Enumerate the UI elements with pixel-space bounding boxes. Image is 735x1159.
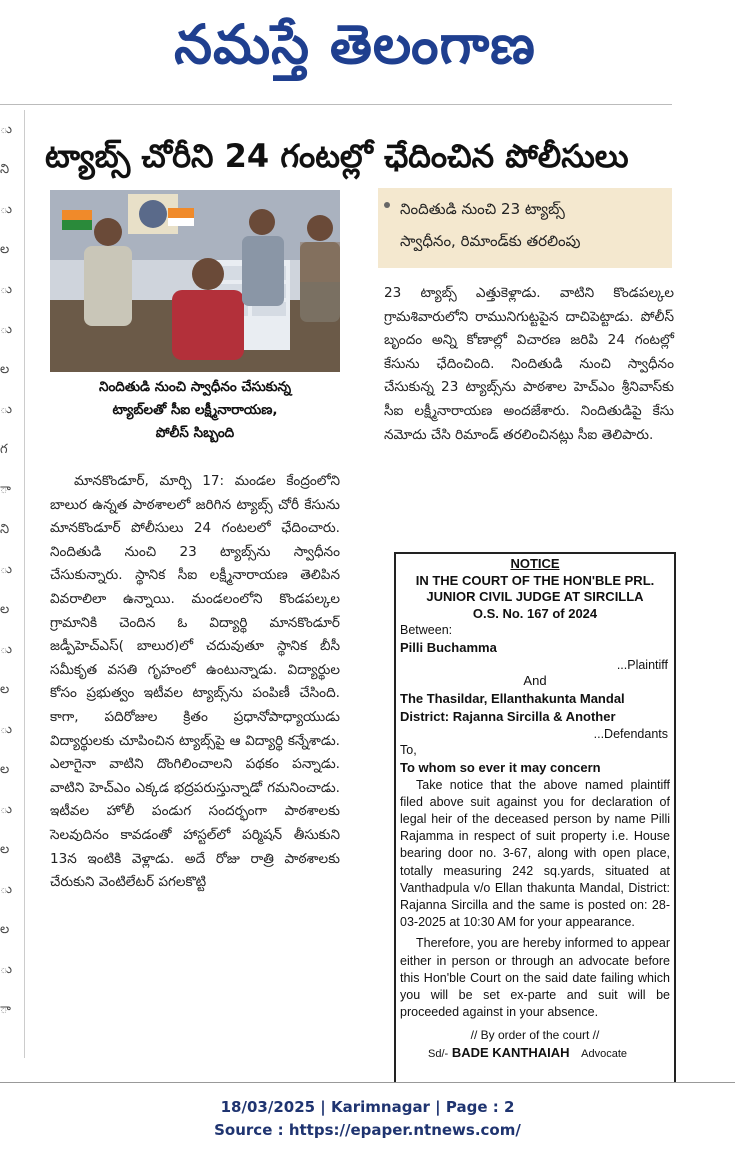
edge-fragment: ల — [0, 602, 10, 617]
notice-whom: To whom so ever it may concern — [400, 759, 601, 775]
edge-fragment: ు — [0, 802, 13, 817]
edge-fragment: ల — [0, 682, 10, 697]
notice-and: And — [523, 673, 547, 688]
edge-fragment: ల — [0, 242, 10, 257]
notice-order: // By order of the court // — [470, 1028, 600, 1043]
edge-fragment: ు — [0, 282, 13, 297]
news-photo — [50, 190, 340, 372]
caption-line: పోలీస్ సిబ్బంది — [155, 425, 235, 441]
article-headline: ట్యాబ్స్ చోరీని 24 గంటల్లో ఛేదించిన పోలీసులు — [45, 137, 629, 175]
notice-to: To, — [400, 742, 417, 757]
court-notice-ad — [394, 552, 676, 1082]
edge-fragment: ల — [0, 762, 10, 777]
adjacent-column-fragment — [0, 110, 26, 1060]
edge-fragment: ల — [0, 922, 10, 937]
summary-line: నిందితుడి నుంచి 23 ట్యాబ్స్ — [400, 200, 565, 218]
edge-fragment: గ — [0, 442, 8, 457]
edge-fragment: ా — [0, 1002, 11, 1017]
notice-signature — [396, 1044, 674, 1063]
edge-fragment: ల — [0, 362, 10, 377]
notice-defendant: The Thasildar, Ellanthakunta Mandal — [400, 690, 625, 706]
footer-divider — [0, 1082, 735, 1083]
edge-fragment: ని — [0, 522, 10, 537]
notice-defendant-role: ...Defendants — [593, 726, 668, 741]
caption-line: నిందితుడి నుంచి స్వాధీనం చేసుకున్న — [98, 379, 292, 395]
masthead-logo: నమస్తే తెలంగాణ — [174, 13, 536, 76]
notice-between: Between: — [400, 623, 453, 637]
article-paragraph: 23 ట్యాబ్స్ ఎత్తుకెళ్లాడు. వాటిని కొండపల్కల గ్రామశివారులోని రామునిగుట్టపైన దాచిపెట్టాడు. పోలీస్ బృందం అన్ని కోణాల్లో విచారణ జరిపి 24 గంటల్లో కేసును ఛేదించింది. నిందితుడి నుంచి స్వాధీనం చేసుకున్న 23 ట్యాబ్స్‌ను పాఠశాల హెచ్ఎం శ్రీనివాస్‌కు సీఐ లక్ష్మీనారాయణ అందజేశారు. నిందితుడిపై కేసు నమోదు చేసి రిమాండ్ తరలించినట్లు సీఐ తెలిపారు. — [384, 285, 674, 443]
bullet-icon — [384, 202, 390, 208]
column-divider — [24, 110, 25, 1058]
edge-fragment: ు — [0, 962, 13, 977]
notice-advocate: Advocate — [581, 1047, 628, 1060]
edge-fragment: ు — [0, 562, 13, 577]
summary-line: స్వాధీనం, రిమాండ్‌కు తరలింపు — [400, 232, 581, 250]
notice-court-line: IN THE COURT OF THE HON'BLE PRL. — [415, 572, 655, 588]
photo-caption — [50, 376, 340, 445]
notice-paragraph: Therefore, you are hereby informed to appear either in person or through an advocate before this Hon'ble Court on the said date failing which you will be set ex-parte and suit will be proceeded against in your absence. — [400, 936, 670, 1020]
news-photo-illustration — [50, 190, 340, 372]
masthead-divider — [0, 104, 672, 105]
edge-fragment: ు — [0, 642, 13, 657]
edge-fragment: ు — [0, 202, 13, 217]
edge-fragment: ని — [0, 162, 10, 177]
summary-box — [378, 188, 672, 268]
edge-fragment: ు — [0, 322, 13, 337]
notice-defendant: District: Rajanna Sircilla & Another — [400, 708, 616, 724]
notice-paragraph: Take notice that the above named plaintiff filed above suit against you for declaration of legal heir of the deceased person by name Pilli Rajamma in respect of suit property i.e. House bearing door no. 3-67, along with open place, totally measuring 242 sq.yards, situated at Vanthadpula v/o Ellan thakunta Mandal, District: Rajanna Sircilla and the same is posted on: 28-03-2025 at 10:30 AM for your appearance. — [400, 777, 670, 930]
notice-sd: Sd/- — [428, 1047, 449, 1060]
edge-fragment: ు — [0, 122, 13, 137]
edge-fragment: ు — [0, 402, 13, 417]
article-body-right — [384, 282, 674, 447]
edge-fragment: ు — [0, 722, 13, 737]
footer-source: Source : https://epaper.ntnews.com/ — [214, 1121, 521, 1139]
edge-fragment: ల — [0, 842, 10, 857]
notice-plaintiff: Pilli Buchamma — [400, 640, 497, 655]
notice-court-line: JUNIOR CIVIL JUDGE AT SIRCILLA — [426, 589, 644, 604]
caption-line: ట్యాబ్‌లతో సీఐ లక్ష్మీనారాయణ, — [112, 402, 278, 418]
article-paragraph: మానకొండూర్, మార్చి 17: మండల కేంద్రంలోని బాలుర ఉన్నత పాఠశాలలో జరిగిన ట్యాబ్స్ చోరీ కేసును మానకొండూర్ పోలీసులు 24 గంటలలో ఛేదించారు. నిందితుడి నుంచి 23 ట్యాబ్స్‌ను స్వాధీనం చేసుకున్నారు. స్థానిక సీఐ లక్ష్మీనారాయణ తెలిపిన వివరాలిలా ఉన్నాయి. మండలంలోని కొండపల్కల గ్రామానికి చెందిన ఓ విద్యార్థి మానకొండూర్ జడ్పీహెచ్ఎస్( బాలుర)లో చదువుతూ స్థానిక బీసీ సమీకృత వసతి గృహంలో ఉంటున్నాడు. విద్యార్థుల కోసం ప్రభుత్వం ఇటీవల ట్యాబ్స్‌ను పంపిణీ చేసింది. కాగా, పదిరోజుల క్రితం ప్రధానోపాధ్యాయుడు విద్యార్థులకు చూపించిన ట్యాబ్స్‌పై ఆ విద్యార్థి కన్నేశాడు. ఎలాగైనా వాటిని దొంగిలించాలని పథకం పన్నాడు. వాటిని హెచ్ఎం ఎక్కడ భద్రపరుస్తున్నాడో గమనించాడు. ఇటీవల హోలీ పండుగ సందర్భంగా పాఠశాలకు సెలవుదినం కావడంతో హాస్టల్‌లో పర్మిషన్ తీసుకుని 13న ఇంటికి వెళ్లాడు. అదే రోజు రాత్రి పాఠశాలకు చేరుకుని వెంటిలేటర్ పగలకొట్టి — [50, 473, 340, 891]
notice-title: NOTICE — [510, 556, 560, 571]
notice-signatory: BADE KANTHAIAH — [451, 1044, 570, 1060]
footer-date-edition: 18/03/2025 | Karimnagar | Page : 2 — [220, 1098, 515, 1116]
edge-fragment: ా — [0, 482, 11, 497]
edge-fragment: ు — [0, 882, 13, 897]
article-body-left — [50, 470, 340, 895]
notice-case-number: O.S. No. 167 of 2024 — [472, 605, 598, 621]
notice-plaintiff-role: ...Plaintiff — [616, 658, 668, 672]
